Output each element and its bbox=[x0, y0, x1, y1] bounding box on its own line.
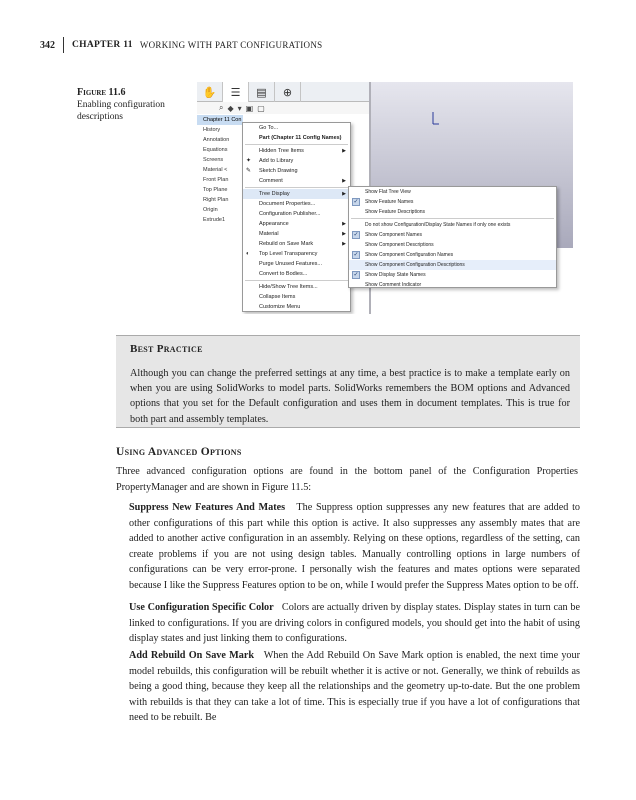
context-menu-item[interactable] bbox=[243, 302, 350, 312]
display-icon[interactable]: ▣ bbox=[245, 103, 254, 113]
context-menu-item[interactable] bbox=[243, 292, 350, 302]
submenu-item[interactable] bbox=[349, 220, 556, 230]
submenu-arrow-icon: ▶ bbox=[342, 178, 346, 184]
search-icon[interactable]: ⌕ bbox=[219, 103, 224, 112]
context-menu-item[interactable] bbox=[243, 219, 350, 229]
menu-item-label: Customize Menu bbox=[259, 304, 301, 310]
submenu-item[interactable] bbox=[349, 207, 556, 217]
chapter-title: WORKING WITH PART CONFIGURATIONS bbox=[139, 40, 323, 50]
context-menu-item[interactable] bbox=[243, 133, 350, 143]
figure-caption-line: Enabling configuration bbox=[77, 100, 165, 110]
submenu-item-label: Show Comment Indicator bbox=[365, 282, 422, 288]
context-menu-item[interactable] bbox=[243, 239, 350, 249]
menu-item-label: Convert to Bodies... bbox=[259, 271, 308, 277]
hand-tab-icon[interactable]: ✋ bbox=[197, 82, 223, 102]
configure-icon[interactable]: ▢ bbox=[257, 103, 265, 113]
tree-item[interactable]: Origin bbox=[203, 207, 218, 213]
context-menu bbox=[242, 122, 351, 312]
menu-separator bbox=[245, 187, 348, 188]
context-menu-item[interactable] bbox=[243, 259, 350, 269]
menu-item-label: Appearance bbox=[259, 221, 289, 227]
tree-item[interactable]: Chapter 11 Con bbox=[197, 115, 243, 125]
context-menu-item[interactable] bbox=[243, 166, 350, 176]
menu-item-label: Top Level Transparency bbox=[259, 251, 318, 257]
configuration-manager-tab-icon[interactable]: ⊕ bbox=[275, 82, 301, 102]
menu-item-icon: ✦ bbox=[246, 158, 252, 164]
menu-item-label: Hide/Show Tree Items... bbox=[259, 284, 318, 290]
submenu-item[interactable] bbox=[349, 187, 556, 197]
submenu-item-label: Do not show Configuration/Display State Names if only one exists bbox=[365, 222, 511, 228]
submenu-item[interactable] bbox=[349, 230, 556, 240]
appearance-icon[interactable]: ◆ bbox=[227, 103, 234, 113]
tree-item[interactable]: Screens bbox=[203, 157, 224, 163]
context-menu-item[interactable] bbox=[243, 249, 350, 259]
manager-tabs bbox=[197, 82, 369, 102]
tree-toolbar bbox=[197, 102, 369, 114]
submenu-arrow-icon: ▶ bbox=[342, 231, 346, 237]
menu-separator bbox=[245, 144, 348, 145]
context-menu-item[interactable] bbox=[243, 229, 350, 239]
option-term: Use Configuration Specific Color bbox=[129, 602, 274, 613]
context-menu-item[interactable] bbox=[243, 269, 350, 279]
chapter-label: CHAPTER 11 bbox=[72, 40, 133, 50]
menu-item-icon: ✎ bbox=[246, 168, 252, 174]
feature-tree bbox=[197, 115, 243, 314]
submenu-item[interactable] bbox=[349, 260, 556, 270]
triad-icon bbox=[429, 110, 449, 130]
menu-item-label: Configuration Publisher... bbox=[259, 211, 321, 217]
submenu-arrow-icon: ▶ bbox=[342, 191, 346, 197]
tree-display-submenu bbox=[348, 186, 557, 288]
menu-item-label: Sketch Drawing bbox=[259, 168, 298, 174]
context-menu-item[interactable] bbox=[243, 189, 350, 199]
menu-item-label: Collapse Items bbox=[259, 294, 296, 300]
submenu-item[interactable] bbox=[349, 197, 556, 207]
context-menu-item[interactable] bbox=[243, 146, 350, 156]
submenu-item[interactable] bbox=[349, 240, 556, 250]
submenu-item[interactable] bbox=[349, 250, 556, 260]
menu-separator bbox=[351, 218, 554, 219]
option-term: Add Rebuild On Save Mark bbox=[129, 650, 255, 661]
menu-item-label: Document Properties... bbox=[259, 201, 316, 207]
property-manager-tab-icon[interactable]: ▤ bbox=[249, 82, 275, 102]
figure-caption-line: descriptions bbox=[77, 112, 123, 122]
checkmark-icon: ✓ bbox=[353, 272, 359, 278]
menu-item-label: Add to Library bbox=[259, 158, 294, 164]
submenu-item-label: Show Flat Tree View bbox=[365, 189, 411, 195]
option-text: Colors are actually driven by display states. Display states in turn can be linked to configurations. If you are driving colors in configured models, you should get into the habit of using display states and just linking them to configurations. bbox=[129, 602, 581, 644]
option-term: Suppress New Features And Mates bbox=[129, 502, 286, 513]
context-menu-item[interactable] bbox=[243, 156, 350, 166]
option-paragraph bbox=[129, 500, 580, 593]
checkmark-icon: ✓ bbox=[353, 232, 359, 238]
page-number: 342 bbox=[40, 39, 55, 51]
tree-item[interactable]: Right Plan bbox=[203, 197, 229, 203]
tree-item[interactable]: Front Plan bbox=[203, 177, 229, 183]
menu-item-label: Comment bbox=[259, 178, 283, 184]
menu-item-label: Tree Display bbox=[259, 191, 290, 197]
running-header bbox=[40, 37, 322, 53]
header-divider bbox=[63, 37, 64, 53]
option-paragraph bbox=[129, 600, 580, 647]
figure-caption bbox=[77, 87, 187, 123]
figure-screenshot bbox=[193, 82, 573, 314]
tree-item[interactable]: Equations bbox=[203, 147, 228, 153]
option-text: The Suppress option suppresses any new features that are added to other configurations of this part while this option is active. It also suppresses any assembly mates that are added to another active configuration in an assembly. Relying on these options, regardless of the setting, can create problems if you are not using design tables. Manually controlling options in large numbers of configurations can be very error-prone. I personally wish the features and mates options were separated because I like the Suppress Features option to be on, while I would prefer the Suppress Mates option to be off. bbox=[129, 502, 580, 591]
best-practice-text: Although you can change the preferred settings at any time, a best practice is to make a template early on when you are using SolidWorks to model parts. SolidWorks remembers the BOM options and Advanced options that you set for the Default configuration and uses them in document templates. This is true for both part and assembly templates. bbox=[130, 368, 570, 425]
context-menu-item[interactable] bbox=[243, 176, 350, 186]
menu-item-icon: ◐ bbox=[246, 251, 250, 257]
context-menu-item[interactable] bbox=[243, 123, 350, 133]
checkmark-icon: ✓ bbox=[353, 199, 359, 205]
dropdown-icon[interactable]: ▾ bbox=[237, 103, 242, 113]
context-menu-item[interactable] bbox=[243, 199, 350, 209]
submenu-arrow-icon: ▶ bbox=[342, 148, 346, 154]
context-menu-item[interactable] bbox=[243, 209, 350, 219]
tree-item[interactable]: Annotation bbox=[203, 137, 230, 143]
menu-item-label: Hidden Tree Items bbox=[259, 148, 304, 154]
menu-item-label: Part (Chapter 11 Config Names) bbox=[259, 135, 342, 141]
section-intro: Three advanced configuration options are found in the bottom panel of the Configuration Properties PropertyManager and are shown in Figure 11.5: bbox=[116, 466, 578, 493]
submenu-item-label: Show Component Configuration Descriptions bbox=[365, 262, 465, 268]
submenu-item-label: Show Display State Names bbox=[365, 272, 426, 278]
submenu-item-label: Show Component Names bbox=[365, 232, 422, 238]
menu-item-label: Purge Unused Features... bbox=[259, 261, 322, 267]
submenu-item-label: Show Component Configuration Names bbox=[365, 252, 454, 258]
option-text: When the Add Rebuild On Save Mark option is enabled, the next time your model rebuilds, this configuration will be rebuilt whether it is active or not. Generally, we think of rebuilds as being a good thing, because they keep all the relationships and the geometry up-to-date. But the one problem with rebuilds is that they can take a lot of time. This is especially true if you have a lot of configurations that need to be rebuilt. Be bbox=[129, 650, 581, 723]
tree-item[interactable]: Top Plane bbox=[203, 187, 228, 193]
feature-manager-tab-icon[interactable]: ☰ bbox=[223, 82, 249, 102]
menu-item-label: Go To... bbox=[259, 125, 279, 131]
submenu-arrow-icon: ▶ bbox=[342, 221, 346, 227]
tree-item[interactable]: Material < bbox=[203, 167, 228, 173]
menu-item-label: Material bbox=[259, 231, 279, 237]
context-menu-item[interactable] bbox=[243, 282, 350, 292]
section-heading: Using Advanced Options bbox=[116, 446, 242, 458]
submenu-item[interactable] bbox=[349, 270, 556, 280]
checkmark-icon: ✓ bbox=[353, 252, 359, 258]
submenu-item-label: Show Feature Descriptions bbox=[365, 209, 426, 215]
menu-item-label: Rebuild on Save Mark bbox=[259, 241, 314, 247]
option-paragraph bbox=[129, 648, 580, 726]
submenu-item[interactable] bbox=[349, 280, 556, 290]
figure-number: Figure 11.6 bbox=[77, 87, 126, 98]
submenu-item-label: Show Feature Names bbox=[365, 199, 414, 205]
tree-item[interactable]: History bbox=[203, 127, 221, 133]
best-practice-title: Best Practice bbox=[130, 343, 203, 355]
best-practice-box bbox=[116, 335, 580, 428]
tree-item[interactable]: Extrude1 bbox=[203, 217, 226, 223]
menu-separator bbox=[245, 280, 348, 281]
submenu-arrow-icon: ▶ bbox=[342, 241, 346, 247]
submenu-item-label: Show Component Descriptions bbox=[365, 242, 434, 248]
